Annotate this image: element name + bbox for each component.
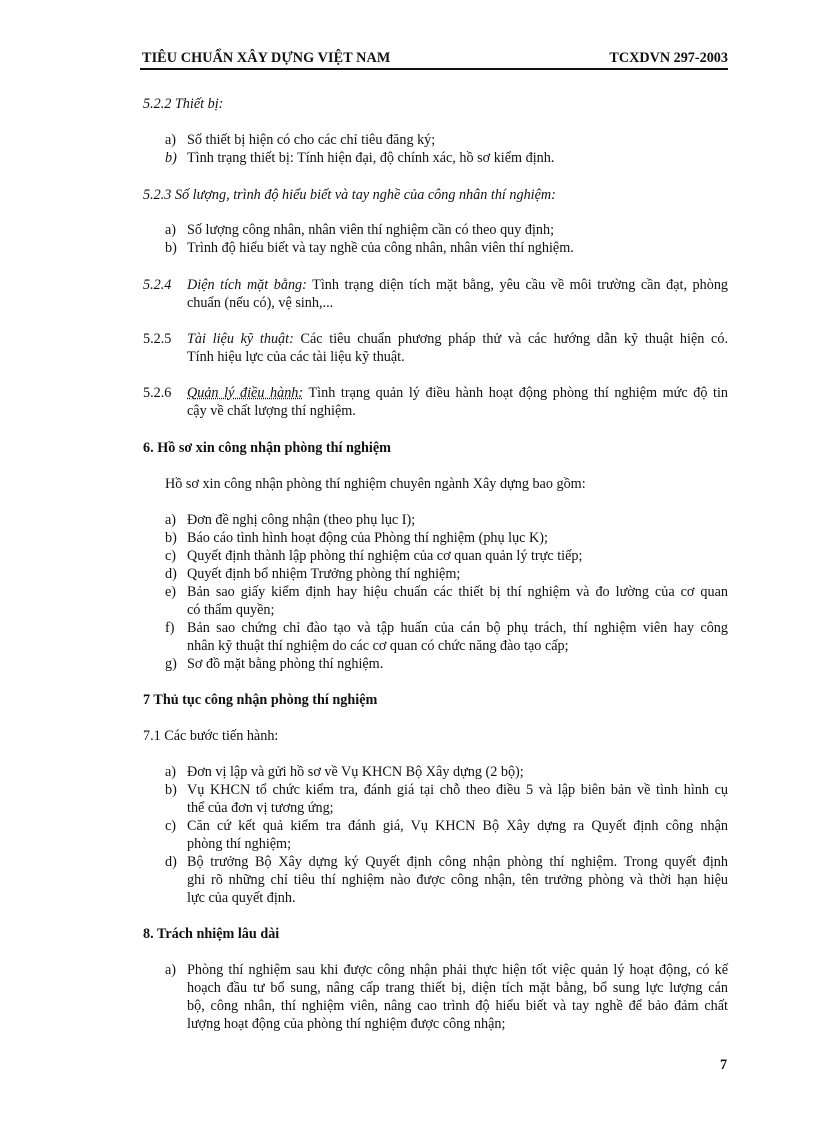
list-item-line: Căn cứ kết quả kiểm tra đánh giá, Vụ KHCN Bộ Xây dựng ra Quyết định công nhận (187, 818, 728, 834)
header-standard-title: TIÊU CHUẨN XÂY DỰNG VIỆT NAM (142, 50, 391, 66)
list-item-line: Bộ trưởng Bộ Xây dựng ký Quyết định công nhận phòng thí nghiệm. Trong quyết định (187, 854, 728, 870)
section-5-2-4-line2: chuẩn (nếu có), vệ sinh,... (187, 295, 334, 311)
list-marker: a) (165, 512, 177, 528)
section-7-1-heading: 7.1 Các bước tiến hành: (143, 728, 279, 744)
list-marker: f) (165, 620, 175, 636)
list-marker: b) (165, 150, 177, 166)
section-8-heading: 8. Trách nhiệm lâu dài (143, 926, 280, 942)
section-5-2-5-line2: Tính hiệu lực của các tài liệu kỹ thuật. (187, 349, 405, 365)
section-5-2-6-line (187, 385, 728, 401)
list-item-line: Bản sao chứng chỉ đào tạo và tập huấn của cán bộ phụ trách, thí nghiệm viên hay công (187, 620, 728, 636)
list-item-line: ghi rõ những chỉ tiêu thí nghiệm nào được công nhận, tên trưởng phòng và thời hạn hiệu (187, 872, 728, 888)
list-marker: b) (165, 530, 177, 546)
list-item-line: thể của đơn vị tương ứng; (187, 800, 334, 816)
section-5-2-5-number: 5.2.5 (143, 331, 172, 347)
list-item (187, 584, 728, 600)
list-item: Báo cáo tình hình hoạt động của Phòng thí nghiệm (phụ lục K); (187, 530, 548, 546)
section-5-2-4-number: 5.2.4 (143, 277, 172, 293)
header-standard-code: TCXDVN 297-2003 (609, 50, 728, 66)
list-item-line: lượng hoạt động của phòng thí nghiệm được công nhận; (187, 1016, 506, 1032)
list-marker: a) (165, 764, 177, 780)
list-item (187, 818, 728, 834)
list-item-line: lực của quyết định. (187, 890, 296, 906)
list-marker: g) (165, 656, 177, 672)
list-item-line: Vụ KHCN tổ chức kiểm tra, đánh giá tại chỗ theo điều 5 và lập biên bản về tình hình cụ (187, 782, 728, 798)
list-item (187, 962, 728, 978)
list-item: Trình độ hiểu biết và tay nghề của công nhân, nhân viên thí nghiệm. (187, 240, 574, 256)
list-marker: a) (165, 222, 177, 238)
list-item-line: Bản sao giấy kiểm định hay hiệu chuẩn các thiết bị thí nghiệm và đo lường của cơ quan (187, 584, 728, 600)
list-marker: b) (165, 782, 177, 798)
list-item-line: Phòng thí nghiệm sau khi được công nhận phải thực hiện tốt việc quản lý hoạt động, có kế (187, 962, 728, 978)
list-item-line: có thẩm quyền; (187, 602, 275, 618)
list-item: Đơn đề nghị công nhận (theo phụ lục I); (187, 512, 416, 528)
page-header (140, 48, 728, 70)
section-5-2-6-number: 5.2.6 (143, 385, 172, 401)
list-marker: b) (165, 240, 177, 256)
section-5-2-5-title: Tài liệu kỹ thuật: (187, 331, 294, 347)
section-5-2-4-text: Tình trạng diện tích mặt bằng, yêu cầu về môi trường cần đạt, phòng (312, 277, 729, 293)
list-item: Số lượng công nhân, nhân viên thí nghiệm cần có theo quy định; (187, 222, 555, 238)
list-marker: d) (165, 566, 177, 582)
section-7-heading: 7 Thủ tục công nhận phòng thí nghiệm (143, 692, 378, 708)
page-number: 7 (720, 1057, 728, 1073)
section-5-2-4-line (187, 277, 728, 293)
list-item: Số thiết bị hiện có cho các chỉ tiêu đăng ký; (187, 132, 436, 148)
list-marker: c) (165, 818, 177, 834)
list-item (187, 854, 728, 870)
list-marker: d) (165, 854, 177, 870)
section-5-2-6-title: Quản lý điều hành: (187, 385, 304, 401)
list-item: Sơ đồ mặt bằng phòng thí nghiệm. (187, 656, 384, 672)
list-item-line: bộ, công nhân, thí nghiệm viên, nâng cao trình độ hiểu biết và tay nghề để bảo đảm chất (187, 998, 728, 1014)
list-item (187, 872, 728, 888)
section-5-2-3-heading: 5.2.3 Số lượng, trình độ hiểu biết và tay nghề của công nhân thí nghiệm: (143, 187, 556, 203)
section-5-2-4-title: Diện tích mặt bằng: (187, 277, 307, 293)
section-5-2-6-text: Tình trạng quản lý điều hành hoạt động phòng thí nghiệm mức độ tin (308, 385, 729, 401)
list-item (187, 782, 728, 798)
list-marker: c) (165, 548, 177, 564)
section-5-2-2-heading: 5.2.2 Thiết bị: (143, 96, 224, 112)
list-item: Đơn vị lập và gửi hồ sơ về Vụ KHCN Bộ Xây dựng (2 bộ); (187, 764, 524, 780)
list-marker: a) (165, 132, 177, 148)
section-5-2-5-text: Các tiêu chuẩn phương pháp thử và các hướng dẫn kỹ thuật hiện có. (300, 331, 728, 347)
list-item (187, 620, 728, 636)
list-marker: e) (165, 584, 177, 600)
section-6-intro: Hồ sơ xin công nhận phòng thí nghiệm chuyên ngành Xây dựng bao gồm: (165, 476, 586, 492)
list-item: Tình trạng thiết bị: Tính hiện đại, độ chính xác, hồ sơ kiểm định. (187, 150, 555, 166)
section-5-2-6-line2: cậy về chất lượng thí nghiệm. (187, 403, 356, 419)
list-item (187, 998, 728, 1014)
section-5-2-5-line (187, 331, 728, 347)
list-item-line: hoạch đầu tư bổ sung, nâng cấp trang thiết bị, diện tích mặt bằng, bổ sung lực lượng cán (187, 980, 728, 996)
list-item-line: nhân kỹ thuật thí nghiệm do các cơ quan có chức năng đào tạo cấp; (187, 638, 569, 654)
list-item: Quyết định bổ nhiệm Trưởng phòng thí nghiệm; (187, 566, 461, 582)
list-item-line: phòng thí nghiệm; (187, 836, 292, 852)
list-marker: a) (165, 962, 177, 978)
list-item (187, 980, 728, 996)
list-item: Quyết định thành lập phòng thí nghiệm của cơ quan quản lý trực tiếp; (187, 548, 583, 564)
section-6-heading: 6. Hồ sơ xin công nhận phòng thí nghiệm (143, 440, 391, 456)
